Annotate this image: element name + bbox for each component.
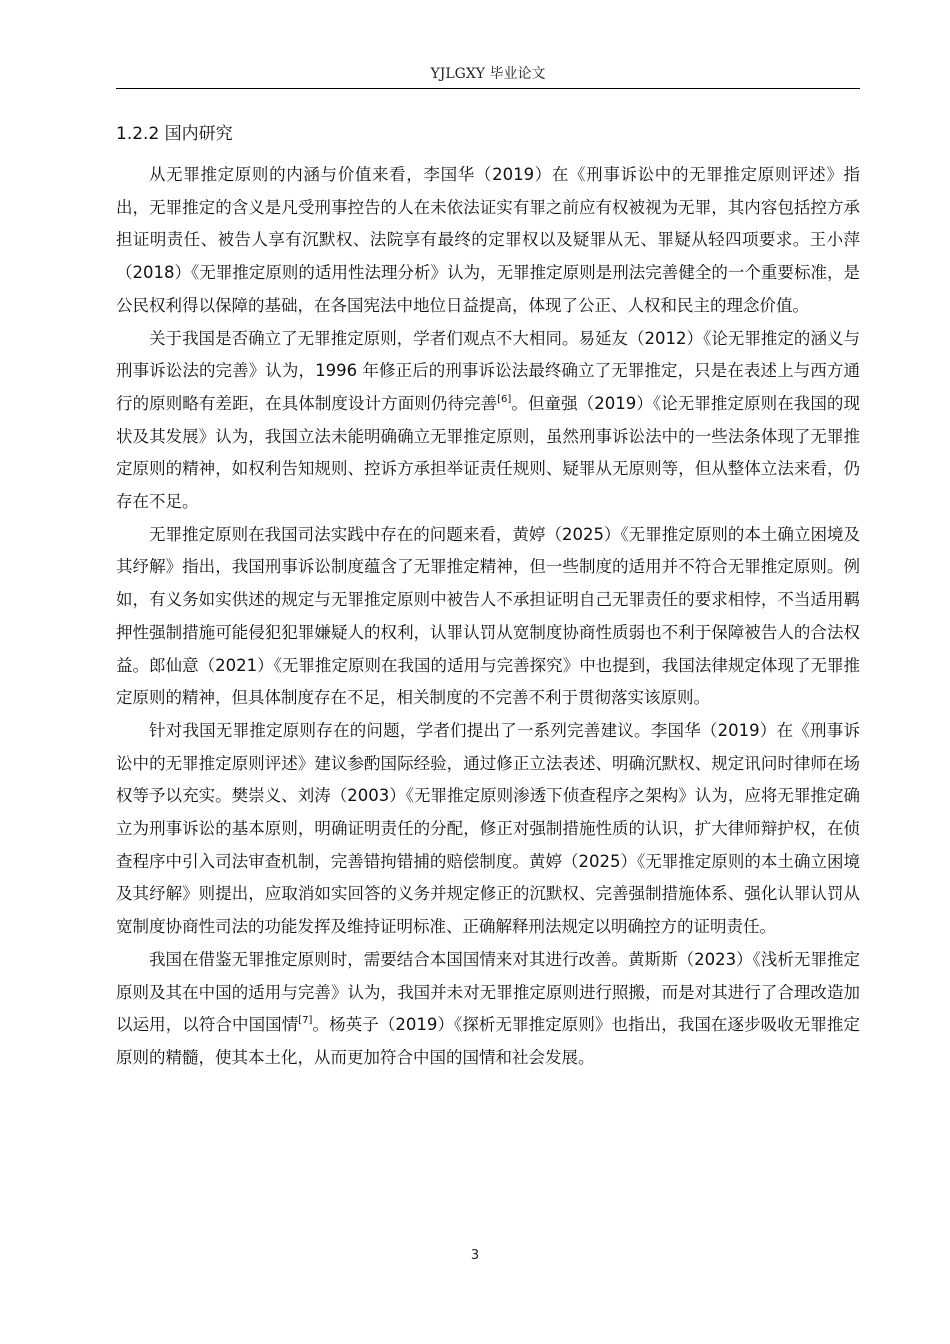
- paragraph-text-continued: 。但童强（2019）《论无罪推定原则在我国的现状及其发展》认为，我国立法未能明确确立无罪推定原则，虽然刑事诉讼法中的一些法条体现了无罪推定原则的精神，如权利告知规则、控诉方承担举证责任规则、疑罪从无原则等，但从整体立法来看，仍存在不足。: [116, 393, 861, 512]
- page-header-title: YJLGXY 毕业论文: [430, 66, 546, 82]
- paragraph-text: 我国在借鉴无罪推定原则时，需要结合本国国情来对其进行改善。黄斯斯（2023）《浅析无罪推定原则及其在中国的适用与完善》认为，我国并未对无罪推定原则进行照搬，而是对其进行了合理改造加以运用，以符合中国国情: [116, 949, 860, 1035]
- citation-ref[interactable]: [7]: [298, 1015, 313, 1027]
- header-divider: [116, 88, 860, 89]
- paragraph-5: [116, 944, 860, 1075]
- paragraph-text-continued: 。杨英子（2019）《探析无罪推定原则》也指出，我国在逐步吸收无罪推定原则的精髓，使其本土化，从而更加符合中国的国情和社会发展。: [116, 1015, 861, 1067]
- paragraph-4: [116, 715, 860, 944]
- section-heading: 1.2.2 国内研究: [116, 124, 233, 144]
- paragraph-1: [116, 159, 860, 323]
- paragraph-text: 关于我国是否确立了无罪推定原则，学者们观点不大相同。易延友（2012）《论无罪推定的涵义与刑事诉讼法的完善》认为，1996 年修正后的刑事诉讼法最终确立了无罪推定，只是在表述上与西方通行的原则略有差距，在具体制度设计方面则仍待完善: [116, 328, 860, 413]
- paragraph-text: 从无罪推定原则的内涵与价值来看，李国华（2019）在《刑事诉讼中的无罪推定原则评述》指出，无罪推定的含义是凡受刑事控告的人在未依法证实有罪之前应有权被视为无罪，其内容包括控方承担证明责任、被告人享有沉默权、法院享有最终的定罪权以及疑罪从无、罪疑从轻四项要求。王小萍（2018）《无罪推定原则的适用性法理分析》认为，无罪推定原则是刑法完善健全的一个重要标准，是公民权利得以保障的基础，在各国宪法中地位日益提高，体现了公正、人权和民主的理念价值。: [116, 165, 860, 315]
- body-text: [116, 159, 860, 1075]
- paragraph-2: [116, 323, 860, 519]
- paragraph-text: 无罪推定原则在我国司法实践中存在的问题来看，黄婷（2025）《无罪推定原则的本土确立困境及其纾解》指出，我国刑事诉讼制度蕴含了无罪推定精神，但一些制度的适用并不符合无罪推定原则。例如，有义务如实供述的规定与无罪推定原则中被告人不承担证明自己无罪责任的要求相悖，不当适用羁押性强制措施可能侵犯犯罪嫌疑人的权利，认罪认罚从宽制度协商性质弱也不利于保障被告人的合法权益。郎仙意（2021）《无罪推定原则在我国的适用与完善探究》中也提到，我国法律规定体现了无罪推定原则的精神，但具体制度存在不足，相关制度的不完善不利于贯彻落实该原则。: [116, 524, 860, 708]
- citation-ref[interactable]: [6]: [497, 393, 512, 405]
- paragraph-text: 针对我国无罪推定原则存在的问题，学者们提出了一系列完善建议。李国华（2019）在《刑事诉讼中的无罪推定原则评述》建议参酌国际经验，通过修正立法表述、明确沉默权、规定讯问时律师在场权等予以充实。樊崇义、刘涛（2003）《无罪推定原则渗透下侦查程序之架构》认为，应将无罪推定确立为刑事诉讼的基本原则，明确证明责任的分配，修正对强制措施性质的认识，扩大律师辩护权，在侦查程序中引入司法审查机制，完善错拘错捕的赔偿制度。黄婷（2025）《无罪推定原则的本土确立困境及其纾解》则提出，应取消如实回答的义务并规定修正的沉默权、完善强制措施体系、强化认罪认罚从宽制度协商性司法的功能发挥及维持证明标准、正确解释刑法规定以明确控方的证明责任。: [116, 720, 860, 937]
- paragraph-3: [116, 519, 860, 715]
- page-number: 3: [470, 1248, 480, 1263]
